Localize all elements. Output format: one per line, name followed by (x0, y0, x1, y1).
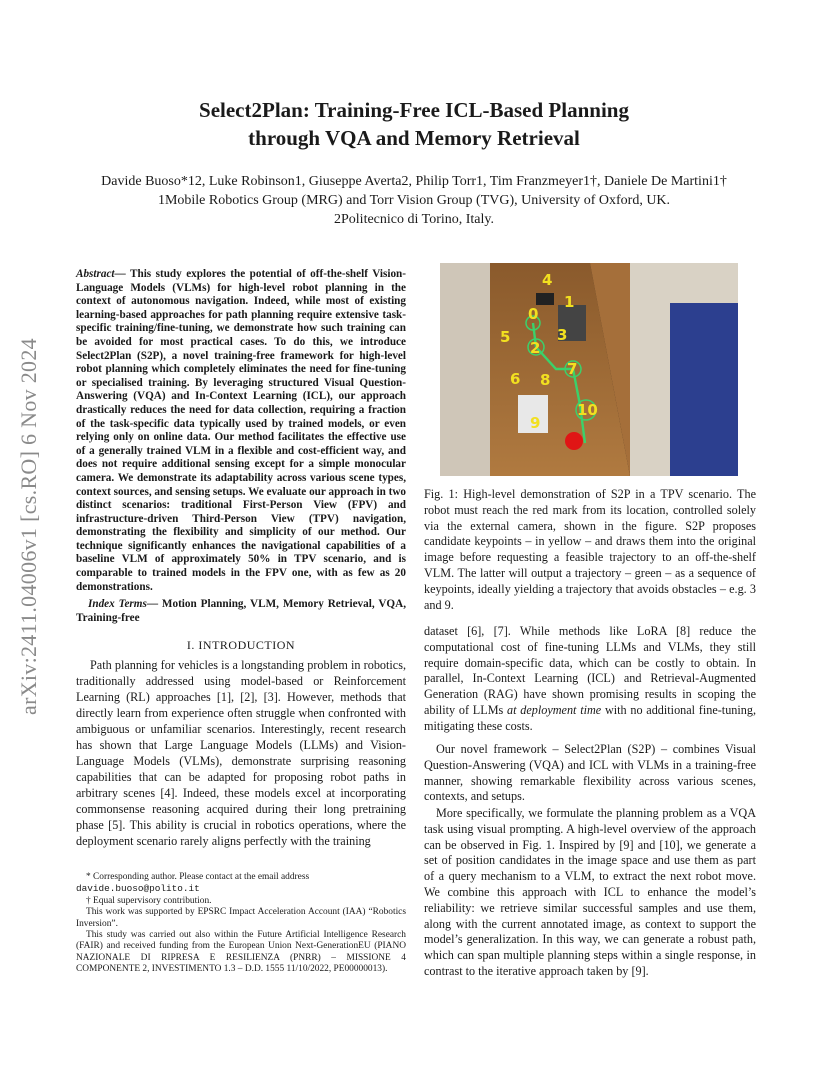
author-list: Davide Buoso*12, Luke Robinson1, Giuseppe Averta2, Philip Torr1, Tim Franzmeyer1†, Daniele De Martini1† (101, 174, 727, 189)
footnote-equal: † Equal supervisory contribution. (86, 895, 212, 906)
keypoint-0: 0 (528, 305, 539, 323)
index-terms (76, 598, 406, 625)
abstract (76, 268, 406, 594)
keypoint-3: 3 (557, 326, 568, 344)
abstract-text: — This study explores the potential of off-the-shelf Vision-Language Models (VLMs) for high-level robot planning in the context of autonomous navigation. Indeed, while most of existing learning-based approaches for path planning require extensive task-specific training/fine-tuning, we demonstrate how such training can be avoided for most practical cases. To do this, we introduce Select2Plan (S2P), a novel training-free framework for high-level robot planning which completely eliminates the need for fine-tuning or specialised training. By leveraging structured Visual Question-Answering (VQA) and In-Context Learning (ICL), our approach drastically reduces the need for data collection, requiring a fraction of the task-specific data typically used by trained models, or even relying only on online data. Our method facilitates the effective use of a generally trained VLM in a flexible and cost-efficient way, and does not require additional sensing except for a simple monocular camera. We demonstrate its adaptability across various scene types, context sources, and sensing setups. We evaluate our approach in two distinct scenarios: traditional First-Person View (FPV) and infrastructure-driven Third-Person View (TPV) navigation, demonstrating the flexibility and simplicity of our method. Our technique significantly enhances the navigational capabilities of a baseline VLM of approximately 50% in TPV scenario, and is comparable to trained models in the FPV one, with as few as 20 demonstrations. (76, 268, 406, 593)
affiliation-1: 1Mobile Robotics Group (MRG) and Torr Vision Group (TVG), University of Oxford, UK. (157, 193, 671, 208)
title-line-1: Select2Plan: Training-Free ICL-Based Planning (199, 98, 629, 122)
right-paragraph-1: dataset [6], [7]. While methods like LoRA [8] reduce the computational cost of fine-tuning LLMs and VLMs, they still require domain-specific data, which can be costly to obtain. In parallel, In-Context Learning (ICL) and Retrieval-Augmented Generation (RAG) have shown promising results in scoping the ability of LLMs at deployment time with no additional fine-tuning, mitigating these costs. (424, 624, 757, 733)
figure-1-image (440, 263, 738, 476)
abstract-label: Abstract (76, 268, 115, 280)
keypoint-9: 9 (530, 414, 541, 432)
figure-1-caption: Fig. 1: High-level demonstration of S2P in a TPV scenario. The robot must reach the red mark from its location, controlled solely via the external camera, shown in the figure. S2P proposes candidate keypoints – in yellow – and draws them into the original image before requesting a feasible trajectory to an off-the-shelf VLM. The latter will output a trajectory – green – as a sequence of keypoints, ideally yielding a trajectory that avoids obstacles – e.g. 3 and 9. (424, 487, 756, 612)
keypoint-10: 10 (577, 401, 598, 419)
paper-title (0, 96, 828, 152)
figure-scene (440, 263, 738, 476)
index-terms-text: — Motion Planning, VLM, Memory Retrieval, VQA, Training-free (76, 598, 406, 624)
keypoint-4: 4 (542, 271, 553, 289)
footnote-email: davide.buoso@polito.it (76, 883, 200, 895)
author-block (0, 172, 828, 229)
intro-paragraph: Path planning for vehicles is a longstanding problem in robotics, traditionally addressed using model-based or Reinforcement Learning (RL) approaches [1], [2], [3]. However, methods that directly learn from experience often struggle when confronted with ambiguous or unfamiliar scenarios. Interestingly, recent research has shown that Large Language Models (LLMs) and Vision-Language Models (VLMs), demonstrate surprising reasoning capabilities that can be adapted for proposing robot paths in arbitrary scenes [4]. Indeed, these models excel at incorporating commonsense reasoning acquired during their long pretraining phase [5]. This ability is crucial in robotics operations, where the deployment scenario rarely aligns perfectly with the training (76, 658, 406, 848)
right-paragraph-3: More specifically, we formulate the planning problem as a VQA task using visual prompting. A high-level overview of the approach can be observed in Fig. 1. Inspired by [9] and [10], we generate a set of position candidates in the image space and use them as part of a query mechanism to a VLM, to extract the next robot move. We combine this approach with ICL to enhance the model’s reliability: we retrieve similar successful samples and use them, along with the current annotated image, as context to support the model’s generalization. In this way, we can generate a robust path, which can span multiple planning steps within a single response, in contrast to the iterative approach taken by [9]. (424, 806, 756, 978)
right-paragraph-2: Our novel framework – Select2Plan (S2P) – combines Visual Question-Answering (VQA) and ICL with VLMs in a training-free manner, showing remarkable flexibility across various scenes, contexts, and setups. (424, 742, 756, 804)
keypoint-7: 7 (567, 360, 578, 378)
footnote-fair: This study was carried out also within the Future Artificial Intelligence Research (FAIR) and received funding from the European Union Next-GenerationEU (PIANO NAZIONALE DI RIPRESA E RESILIENZA (PNRR) – MISSIONE 4 COMPONENTE 2, INVESTIMENTO 1.3 – D.D. 1555 11/10/2022, PE00000013). (76, 930, 406, 975)
keypoint-8: 8 (540, 371, 551, 389)
footnotes (76, 872, 406, 976)
arxiv-identifier: arXiv:2411.04006v1 [cs.RO] 6 Nov 2024 (16, 338, 41, 715)
keypoint-6: 6 (510, 370, 521, 388)
footnote-corresponding: * Corresponding author. Please contact at the email address davide.buoso@polito.it (76, 872, 310, 895)
index-terms-label: Index Terms (88, 598, 147, 610)
affiliation-2: 2Politecnico di Torino, Italy. (334, 212, 494, 227)
title-line-2: through VQA and Memory Retrieval (248, 126, 580, 150)
keypoint-2: 2 (530, 339, 541, 357)
keypoint-1: 1 (564, 293, 575, 311)
keypoint-5: 5 (500, 328, 511, 346)
section-heading: I. INTRODUCTION (186, 638, 296, 652)
footnote-support: This work was supported by EPSRC Impact Acceleration Account (IAA) “Robotics Inversion”. (76, 907, 406, 929)
